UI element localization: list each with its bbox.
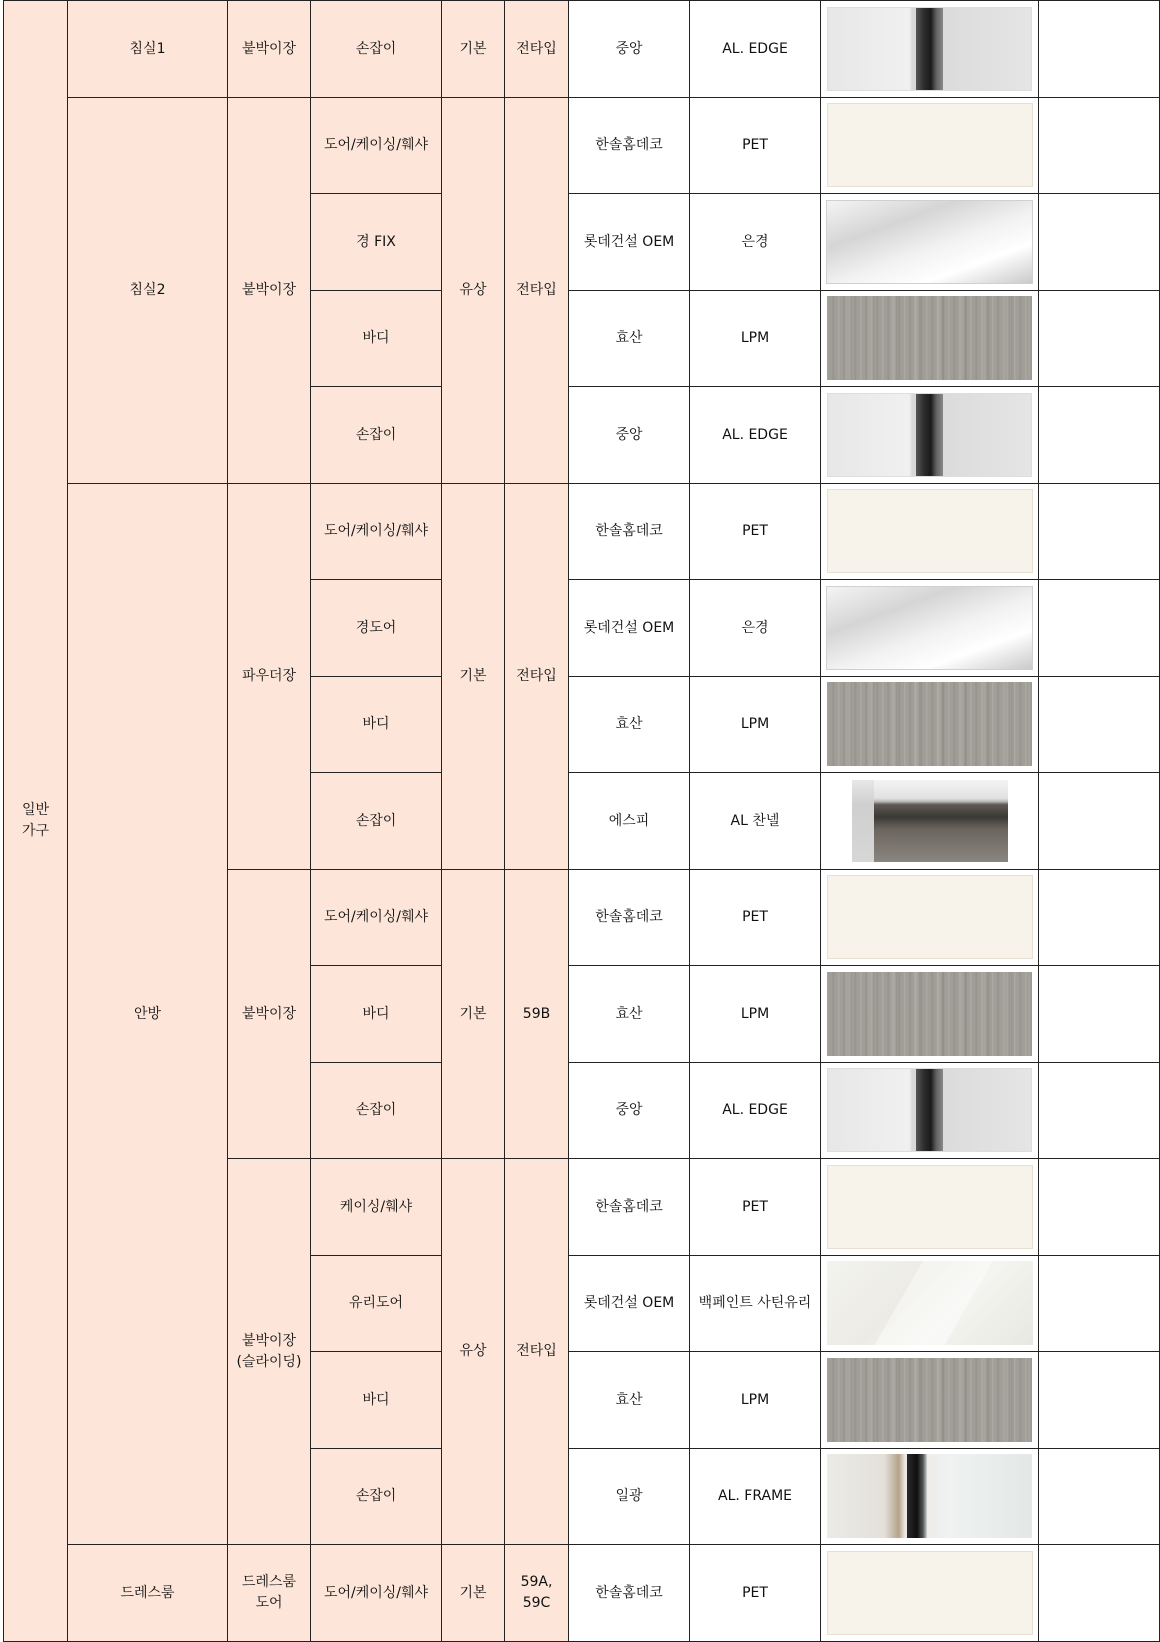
material-cell: AL 찬넬 <box>690 773 821 870</box>
room-cell: 드레스룸 <box>68 1545 228 1642</box>
material-cell: AL. EDGE <box>690 1062 821 1159</box>
maker-cell: 효산 <box>569 676 690 773</box>
material-cell: 은경 <box>690 580 821 677</box>
sample-image-cell <box>821 580 1039 677</box>
remark-cell <box>1039 1062 1160 1159</box>
type-cell: 전타입 <box>505 1159 569 1545</box>
part-cell: 손잡이 <box>311 387 442 484</box>
remark-cell <box>1039 1352 1160 1449</box>
part-cell: 케이싱/훼샤 <box>311 1159 442 1256</box>
maker-cell: 한솔홈데코 <box>569 1159 690 1256</box>
room-cell: 안방 <box>68 483 228 1545</box>
pet-swatch-image <box>827 875 1033 959</box>
material-cell: PET <box>690 869 821 966</box>
part-cell: 도어/케이싱/훼샤 <box>311 1545 442 1642</box>
lpm-swatch-image <box>827 682 1032 766</box>
part-cell: 손잡이 <box>311 773 442 870</box>
part-cell: 도어/케이싱/훼샤 <box>311 483 442 580</box>
sample-image-cell <box>821 773 1039 870</box>
part-cell: 도어/케이싱/훼샤 <box>311 869 442 966</box>
edge-swatch-image <box>827 1068 1032 1152</box>
material-cell: 백페인트 사틴유리 <box>690 1255 821 1352</box>
remark-cell <box>1039 1255 1160 1352</box>
table-row <box>4 97 1160 194</box>
part-cell: 경도어 <box>311 580 442 677</box>
maker-cell: 한솔홈데코 <box>569 1545 690 1642</box>
part-cell: 손잡이 <box>311 1062 442 1159</box>
remark-cell <box>1039 387 1160 484</box>
material-cell: LPM <box>690 676 821 773</box>
maker-cell: 한솔홈데코 <box>569 869 690 966</box>
type-cell: 전타입 <box>505 97 569 483</box>
mirror-swatch-image <box>826 200 1033 284</box>
sample-image-cell <box>821 676 1039 773</box>
sample-image-cell <box>821 194 1039 291</box>
remark-cell <box>1039 1159 1160 1256</box>
furniture-cell: 붙박이장 <box>228 97 311 483</box>
sample-image-cell <box>821 1448 1039 1545</box>
maker-cell: 중앙 <box>569 387 690 484</box>
remark-cell <box>1039 869 1160 966</box>
sample-image-cell <box>821 1255 1039 1352</box>
part-cell: 바디 <box>311 1352 442 1449</box>
remark-cell <box>1039 1 1160 98</box>
option-cell: 유상 <box>442 1159 505 1545</box>
lpm-swatch-image <box>827 1358 1032 1442</box>
room-cell: 침실1 <box>68 1 228 98</box>
part-cell: 바디 <box>311 676 442 773</box>
pet-swatch-image <box>827 1165 1033 1249</box>
part-cell: 경 FIX <box>311 194 442 291</box>
pet-swatch-image <box>827 103 1033 187</box>
maker-cell: 효산 <box>569 966 690 1063</box>
sample-image-cell <box>821 869 1039 966</box>
maker-cell: 한솔홈데코 <box>569 483 690 580</box>
material-cell: AL. FRAME <box>690 1448 821 1545</box>
maker-cell: 롯데건설 OEM <box>569 580 690 677</box>
maker-cell: 효산 <box>569 1352 690 1449</box>
pet-swatch-image <box>827 1551 1033 1635</box>
lpm-swatch-image <box>827 296 1032 380</box>
category-cell: 일반 가구 <box>4 1 68 1642</box>
remark-cell <box>1039 97 1160 194</box>
option-cell: 기본 <box>442 1 505 98</box>
frame-swatch-image <box>827 1454 1032 1538</box>
maker-cell: 중앙 <box>569 1062 690 1159</box>
remark-cell <box>1039 1448 1160 1545</box>
maker-cell: 롯데건설 OEM <box>569 1255 690 1352</box>
part-cell: 도어/케이싱/훼샤 <box>311 97 442 194</box>
maker-cell: 에스피 <box>569 773 690 870</box>
mirror-swatch-image <box>826 586 1033 670</box>
sample-image-cell <box>821 1 1039 98</box>
table-row <box>4 1 1160 98</box>
spec-table-body <box>4 1 1160 1642</box>
sample-image-cell <box>821 1062 1039 1159</box>
sample-image-cell <box>821 1545 1039 1642</box>
sample-image-cell <box>821 483 1039 580</box>
maker-cell: 롯데건설 OEM <box>569 194 690 291</box>
maker-cell: 한솔홈데코 <box>569 97 690 194</box>
pet-swatch-image <box>827 489 1033 573</box>
material-cell: LPM <box>690 1352 821 1449</box>
sample-image-cell <box>821 966 1039 1063</box>
remark-cell <box>1039 1545 1160 1642</box>
option-cell: 기본 <box>442 1545 505 1642</box>
material-cell: 은경 <box>690 194 821 291</box>
furniture-cell: 드레스룸 도어 <box>228 1545 311 1642</box>
material-cell: PET <box>690 483 821 580</box>
material-cell: PET <box>690 1545 821 1642</box>
part-cell: 유리도어 <box>311 1255 442 1352</box>
remark-cell <box>1039 194 1160 291</box>
table-row <box>4 483 1160 580</box>
material-cell: PET <box>690 97 821 194</box>
maker-cell: 일광 <box>569 1448 690 1545</box>
material-cell: LPM <box>690 966 821 1063</box>
type-cell: 59A, 59C <box>505 1545 569 1642</box>
maker-cell: 효산 <box>569 290 690 387</box>
remark-cell <box>1039 966 1160 1063</box>
edge-swatch-image <box>827 7 1032 91</box>
lpm-swatch-image <box>827 972 1032 1056</box>
part-cell: 손잡이 <box>311 1 442 98</box>
part-cell: 바디 <box>311 966 442 1063</box>
remark-cell <box>1039 580 1160 677</box>
remark-cell <box>1039 290 1160 387</box>
room-cell: 침실2 <box>68 97 228 483</box>
remark-cell <box>1039 773 1160 870</box>
type-cell: 59B <box>505 869 569 1159</box>
furniture-cell: 파우더장 <box>228 483 311 869</box>
furniture-cell: 붙박이장 <box>228 869 311 1159</box>
type-cell: 전타입 <box>505 1 569 98</box>
material-cell: AL. EDGE <box>690 1 821 98</box>
option-cell: 기본 <box>442 483 505 869</box>
table-row <box>4 1545 1160 1642</box>
remark-cell <box>1039 676 1160 773</box>
sample-image-cell <box>821 387 1039 484</box>
channel-swatch-image <box>852 780 1008 862</box>
material-cell: AL. EDGE <box>690 387 821 484</box>
furniture-cell: 붙박이장 (슬라이딩) <box>228 1159 311 1545</box>
maker-cell: 중앙 <box>569 1 690 98</box>
remark-cell <box>1039 483 1160 580</box>
material-cell: LPM <box>690 290 821 387</box>
part-cell: 손잡이 <box>311 1448 442 1545</box>
sample-image-cell <box>821 1159 1039 1256</box>
sample-image-cell <box>821 290 1039 387</box>
furniture-cell: 붙박이장 <box>228 1 311 98</box>
part-cell: 바디 <box>311 290 442 387</box>
satin-swatch-image <box>827 1261 1033 1345</box>
sample-image-cell <box>821 97 1039 194</box>
edge-swatch-image <box>827 393 1032 477</box>
option-cell: 유상 <box>442 97 505 483</box>
material-cell: PET <box>690 1159 821 1256</box>
sample-image-cell <box>821 1352 1039 1449</box>
type-cell: 전타입 <box>505 483 569 869</box>
furniture-spec-table <box>3 0 1160 1642</box>
option-cell: 기본 <box>442 869 505 1159</box>
